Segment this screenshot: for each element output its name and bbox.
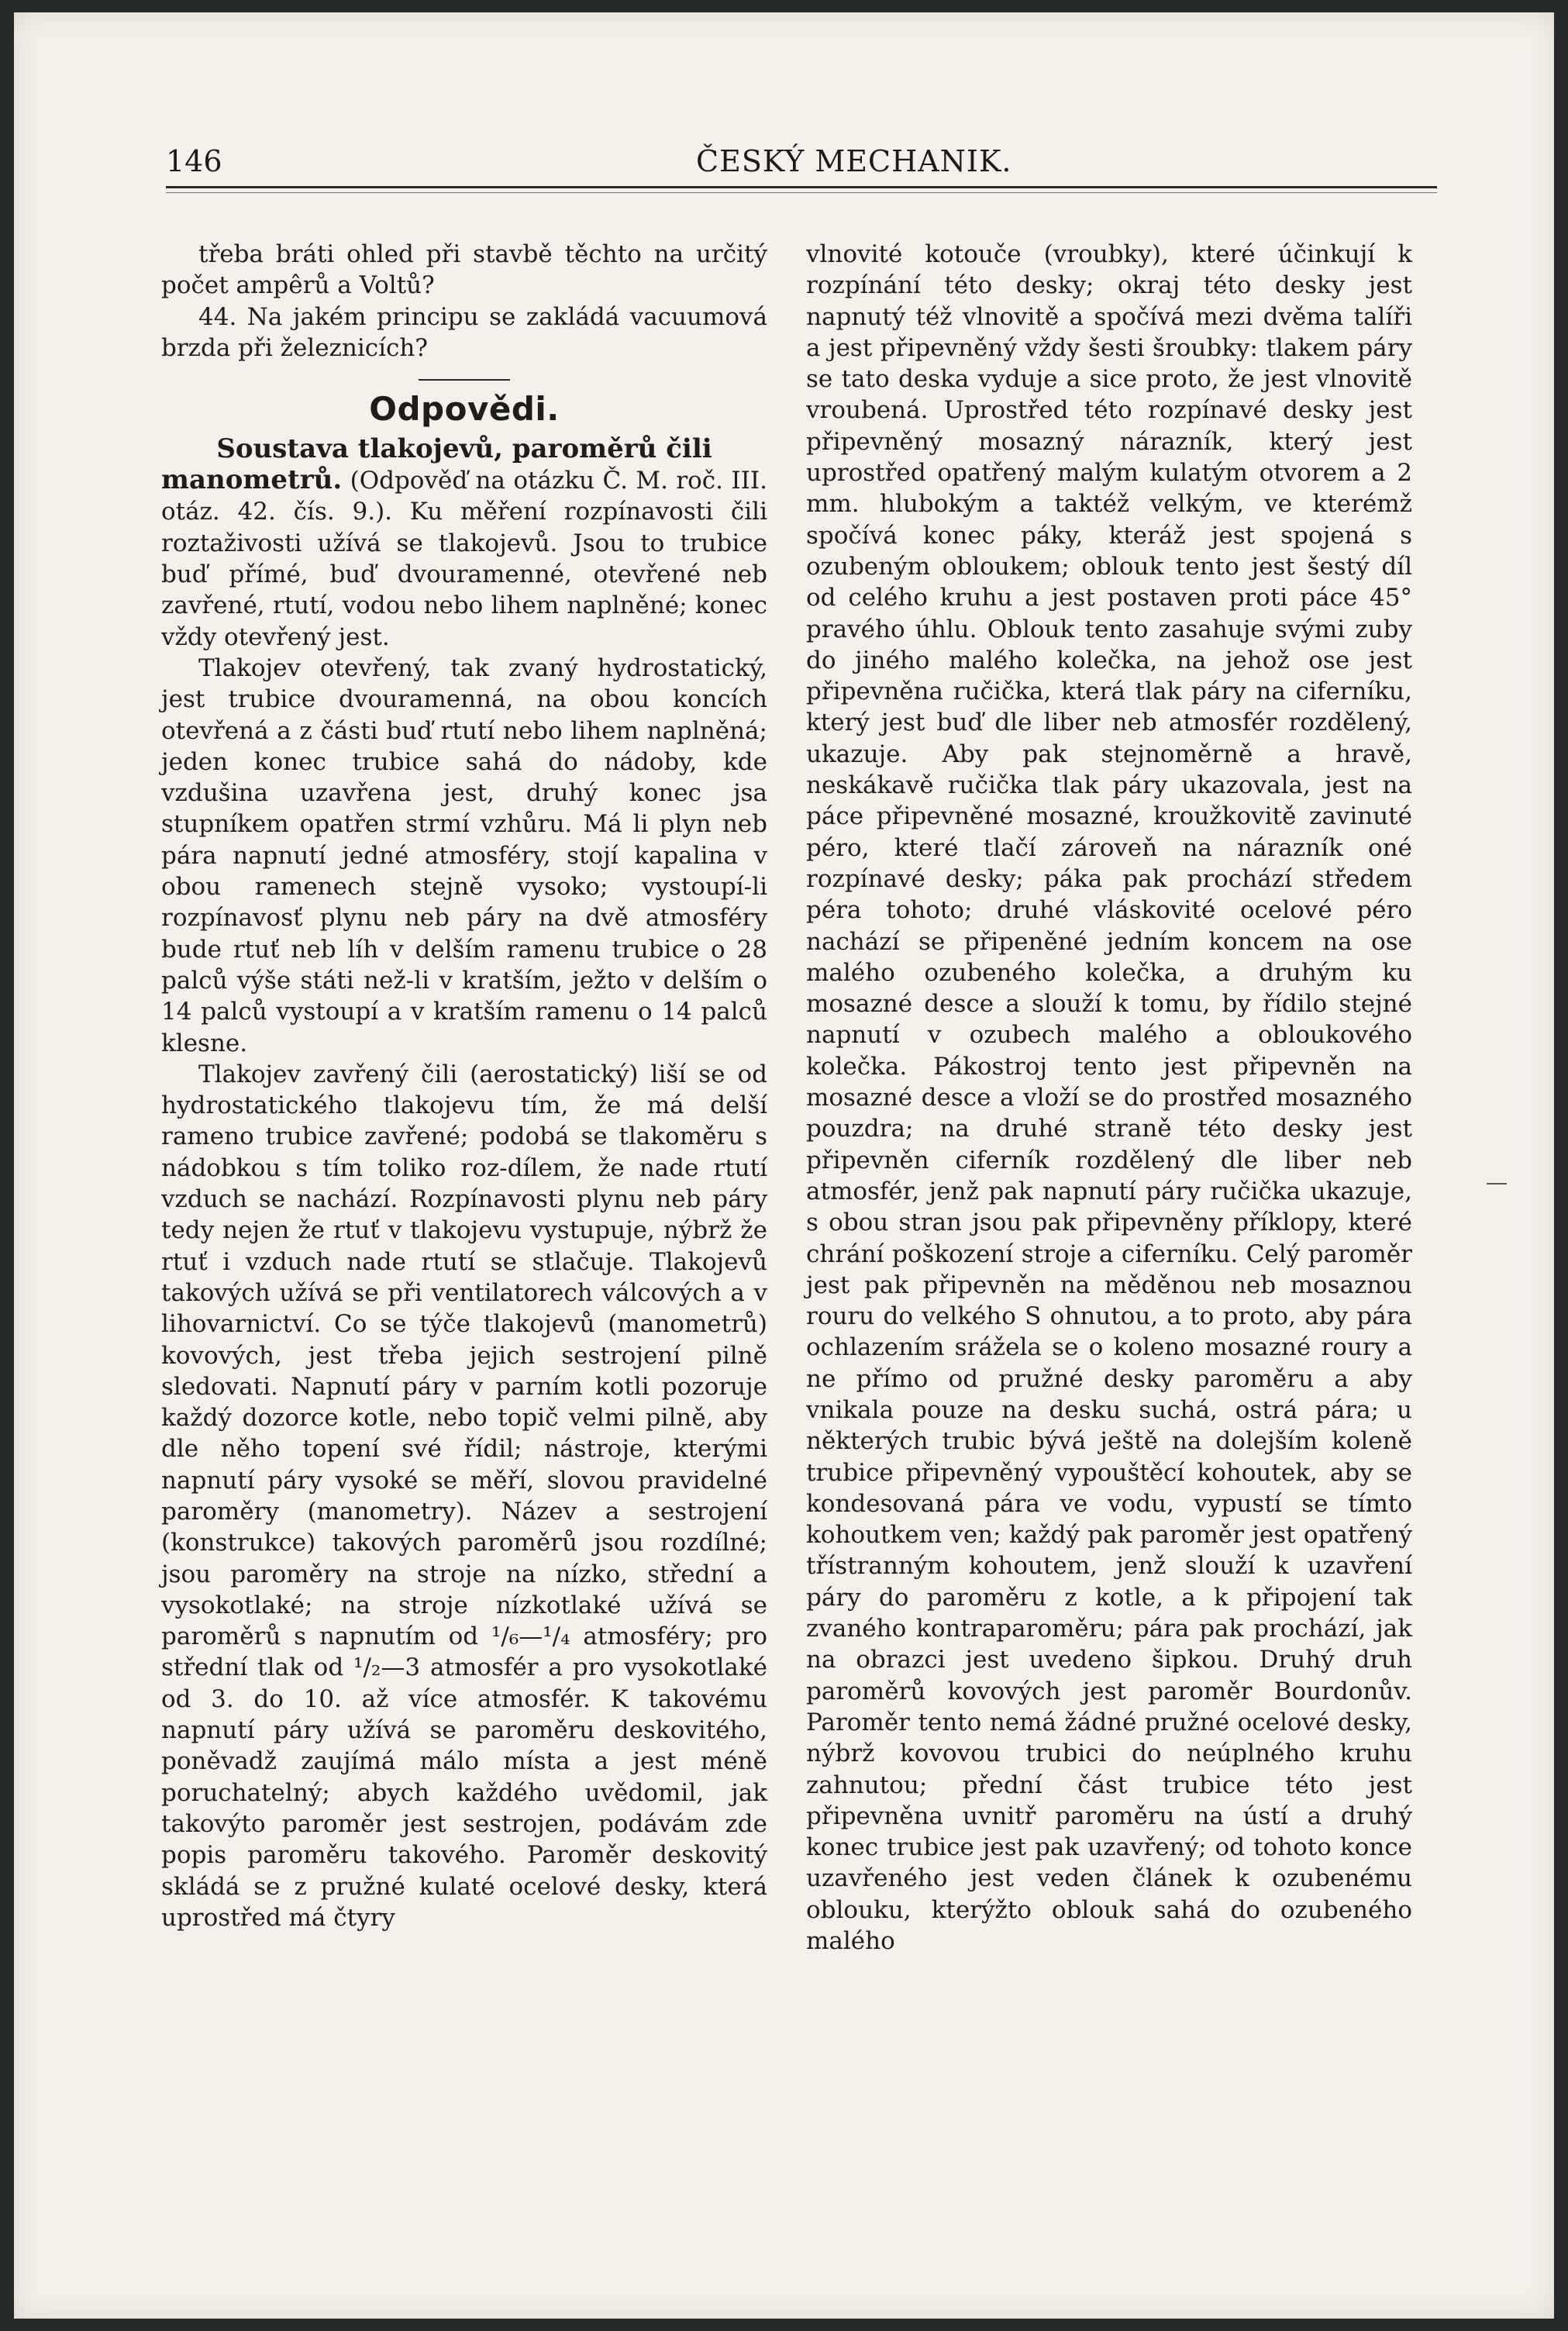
section-divider [419,379,510,381]
paragraph-closed-manometer: Tlakojev zavřený čili (aerostatický) liší se od hydrostatického tlakojevu tím, že má delší rameno trubice zavřené; podobá se tlakoměru s nádobkou s tím toliko roz-dílem, že nade rtutí vzduch se nachází. Rozpínavosti plynu neb páry tedy nejen že rtuť v tlakojevu vystupuje, nýbrž že rtuť i vzduch nade rtutí se stlačuje. Tlakojevů takových užívá se při ventilatorech válcových a v lihovarnictví. Co se týče tlakojevů (manometrů) kovových, jest třeba jejich sestrojení pilně sledovati. Napnutí páry v parním kotli pozoruje každý dozorce kotle, nebo topič velmi pilně, aby dle něho topení své řídil; nástroje, kterými napnutí páry vysoké se měří, slovou pravidelné paroměry (manometry). Název a sestrojení (konstrukce) takových paroměrů jsou rozdílné; jsou paroměry na stroje na nízko, střední a vysokotlaké; na stroje nízkotlaké užívá se paroměrů s napnutím od ¹/₆—¹/₄ atmosféry; pro střední tlak od ¹/₂—3 atmosfér a pro vysokotlaké od 3. do 10. až více atmosfér. K takovému napnutí páry užívá se paroměru deskovitého, poněvadž zaujímá málo místa a jest méně poruchatelný; abych každého uvědomil, jak takovýto paroměr jest sestrojen, podávám zde popis paroměru takového. Paroměr deskovitý skládá se z pružné kulaté ocelové desky, která uprostřed má čtyry [161,1060,767,1932]
page-number: 146 [166,144,222,178]
left-column [161,239,767,1933]
intro-paragraph-2: 44. Na jakém principu se zakládá vacuumová brzda při železnicích? [161,302,767,362]
running-title: ČESKÝ MECHANIK. [696,144,1012,178]
article-first-paragraph [161,464,767,653]
right-column-text: vlnovité kotouče (vroubky), které účinkují k rozpínání této desky; okraj této desky jest napnutý též vlnovitě a spočívá mezi dvěma talíři a jest připevněný vždy šesti šroubky: tlakem páry se tato deska vyduje a sice proto, že jest vlnovitě vroubená. Uprostřed této rozpínavé desky jest připevněný mosazný nárazník, který jest uprostřed opatřený malým kulatým otvorem a 2 mm. hlubokým a taktéž velkým, ve kterémž spočívá konec páky, kteráž jest spojená s ozubeným obloukem; oblouk tento jest šestý díl od celého kruhu a jest postaven proti páce 45° pravého úhlu. Oblouk tento zasahuje svými zuby do jiného malého kolečka, na jehož ose jest připevněna ručička, která tlak páry na ciferníku, který jest buď dle liber neb atmosfér rozdělený, ukazuje. Aby pak stejnoměrně a hravě, neskákavě ručička tlak páry ukazovala, jest na páce připevněné mosazné, kroužkovitě zavinuté péro, které tlačí zároveň na nárazník oné rozpínavé desky; páka pak prochází středem péra tohoto; druhé vláskovité ocelové péro nachází se připeněné jedním koncem na ose malého ozubeného kolečka, a druhým ku mosazné desce a slouží k tomu, by řídilo stejné napnutí v ozubech malého a obloukového kolečka. Pákostroj tento jest připevněn na mosazné desce a vloží se do prostřed mosazného pouzdra; na druhé straně této desky jest připevněn ciferník rozdělený dle liber neb atmosfér, jenž pak napnutí páry ručička ukazuje, s obou stran jsou pak připevněny příklopy, které chrání poškození stroje a ciferníku. Celý paroměr jest pak připevněn na měděnou neb mosaznou rouru do velkého S ohnutou, a to proto, aby pára ochlazením srážela se o koleno mosazné roury a ne přímo od pružné desky paroměru a aby vnikala pouze na desku suchá, ostrá pára; u některých trubic bývá ještě na dolejším koleně trubice připevněný vypouštěcí kohoutek, aby se kondesovaná pára ve vodu, vypustí se tímto kohoutkem ven; každý pak paroměr jest opatřený třístranným kohoutem, jenž slouží k uzavření páry do paroměru z kotle, a k připojení tak zvaného kontraparoměru; pára pak prochází, jak na obrazci jest uvedeno šipkou. Druhý druh paroměrů kovových jest paroměr Bourdonův. Paroměr tento nemá žádné pružné ocelové desky, nýbrž kovovou trubici do neúplného kruhu zahnutou; přední část trubice této jest připevněna uvnitř paroměru na ústí a druhý konec trubice jest pak uzavřený; od tohoto konce uzavřeného jest veden článek k ozubenému oblouku, kterýžto oblouk sahá do ozubeného malého [806,240,1412,1956]
header-rule-thin [166,192,1437,193]
right-column [806,239,1412,1957]
book-page [14,12,1554,2319]
article-title-bold-word: manometrů. [161,464,343,496]
paragraph-open-manometer: Tlakojev otevřený, tak zvaný hydrostatický, jest trubice dvouramenná, na obou koncích otevřená a z části buď rtutí nebo lihem naplněná; jeden konec trubice sahá do nádoby, kde vzdušina uzavřena jest, druhý konec jsa stupníkem opatřen strmí vzhůru. Má li plyn neb pára napnutí jedné atmosféry, stojí kapalina v obou ramenech stejně vysoko; vystoupí-li rozpínavosť plynu neb páry na dvě atmosféry bude rtuť neb líh v delším ramenu trubice o 28 palců výše státi než-li v kratším, ježto v delším o 14 palců vystoupí a v kratším ramenu o 14 palců klesne. [161,653,767,1057]
section-heading: Odpovědi. [369,390,560,429]
article-title: Soustava tlakojevů, paroměrů čili [216,433,712,465]
intro-paragraph-1: třeba bráti ohled při stavbě těchto na určitý počet ampêrů a Voltů? [161,240,767,300]
article-first-paragraph-text: (Odpověď na otázku Č. M. roč. III. otáz. 42. čís. 9.). Ku měření rozpínavosti čili roztaživosti užívá se tlakojevů. Jsou to trubice buď přímé, buď dvouramenné, otevřené neb zavřené, rtutí, vodou nebo lihem naplněné; konec vždy otevřený jest. [161,467,767,651]
margin-mark [1487,1183,1507,1184]
header-rule [166,186,1437,188]
